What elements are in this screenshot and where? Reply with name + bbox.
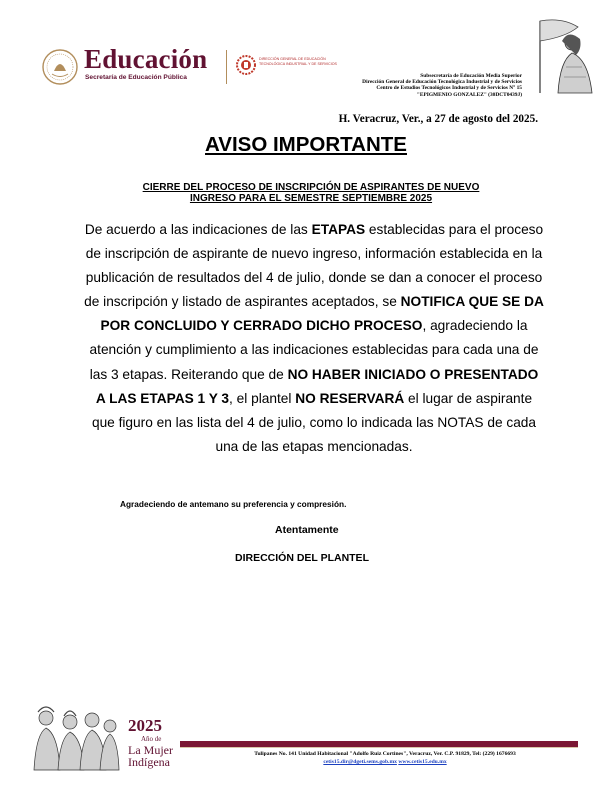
page-title-text: AVISO IMPORTANTE bbox=[205, 133, 407, 156]
subtitle-line: CIERRE DEL PROCESO DE INSCRIPCIÓN DE ASPIRANTES DE NUEVO bbox=[142, 182, 480, 193]
header-divider bbox=[226, 50, 227, 84]
institution-line: Subsecretaría de Educación Media Superior bbox=[420, 73, 522, 79]
logo-title: Educación bbox=[84, 44, 208, 74]
letter-date: H. Veracruz, Ver., a 27 de agosto del 2025. bbox=[338, 113, 538, 125]
para-text: , el plantel bbox=[229, 390, 296, 406]
para-bold: NO HABER INICIADO O PRESENTADO A LAS ETAPAS 1 Y 3 bbox=[95, 366, 539, 406]
institution-line: "EPIGMENIO GONZALEZ" (30DCT0439J) bbox=[416, 91, 522, 98]
year-caption: Indígena bbox=[128, 755, 170, 769]
indigenous-women-illustration-icon bbox=[30, 700, 120, 772]
footer-band-accent bbox=[180, 747, 578, 748]
dgeti-text: DIRECCIÓN GENERAL DE EDUCACIÓN TECNOLÓGICA INDUSTRIAL Y DE SERVICIOS bbox=[259, 57, 337, 66]
para-text: el lugar de aspirante que figuro en las lista del 4 de julio, como lo indicada las NOTAS de cada una de las etapas mencionadas. bbox=[91, 390, 537, 454]
year-caption: La Mujer bbox=[128, 743, 173, 757]
year-caption: Año de bbox=[141, 735, 162, 743]
letter-subtitle bbox=[100, 182, 522, 204]
para-bold: NO RESERVARÁ bbox=[295, 390, 405, 406]
logo-subtitle: Secretaría de Educación Pública bbox=[85, 74, 187, 81]
year-badge: 2025 bbox=[128, 716, 162, 735]
closing: Atentamente bbox=[275, 524, 339, 536]
subtitle-line: INGRESO PARA EL SEMESTRE SEPTIEMBRE 2025 bbox=[189, 193, 433, 204]
page-title bbox=[0, 133, 612, 157]
para-text: , agradeciendo la atención y cumplimiento a las indicaciones establecidas para cada una de las 3 etapas. Reiterando que de bbox=[89, 318, 539, 382]
institution-line: Dirección General de Educación Tecnológica Industrial y de Servicios bbox=[362, 79, 522, 86]
thanks-line: Agradeciendo de antemano su preferencia y compresión. bbox=[120, 499, 347, 509]
email-link[interactable]: cetis15.dir@dgeti.sems.gob.mx bbox=[323, 759, 397, 765]
mexico-seal-icon bbox=[42, 49, 78, 85]
footer-links bbox=[220, 759, 550, 765]
para-text: De acuerdo a las indicaciones de las bbox=[84, 222, 312, 237]
para-text: establecidas para el proceso de inscripción de aspirante de nuevo ingreso, información establecida en la publicación de resultados del 4 de julio, donde se dan a conocer el proceso de inscripción y listado de aspirantes aceptados, se bbox=[84, 222, 544, 310]
body-paragraph bbox=[84, 218, 544, 459]
woman-flag-illustration-icon bbox=[532, 15, 602, 95]
institution-line: Centro de Estudios Tecnológicos Industrial y de Servicios N° 15 bbox=[376, 85, 522, 92]
para-bold: ETAPAS bbox=[311, 222, 366, 237]
institution-block bbox=[362, 73, 522, 98]
footer-address: Tulipanes No. 141 Unidad Habitacional "Adolfo Ruiz Cortines", Veracruz, Ver. C.P. 91829, Tel: (229) 1676693 bbox=[254, 751, 516, 757]
signature: DIRECCIÓN DEL PLANTEL bbox=[235, 552, 369, 564]
para-bold: NOTIFICA QUE SE DA POR CONCLUIDO Y CERRADO DICHO PROCESO bbox=[100, 294, 544, 334]
dgeti-logo-icon bbox=[236, 55, 256, 75]
website-link[interactable]: www.cetis15.edu.mx bbox=[398, 759, 447, 765]
